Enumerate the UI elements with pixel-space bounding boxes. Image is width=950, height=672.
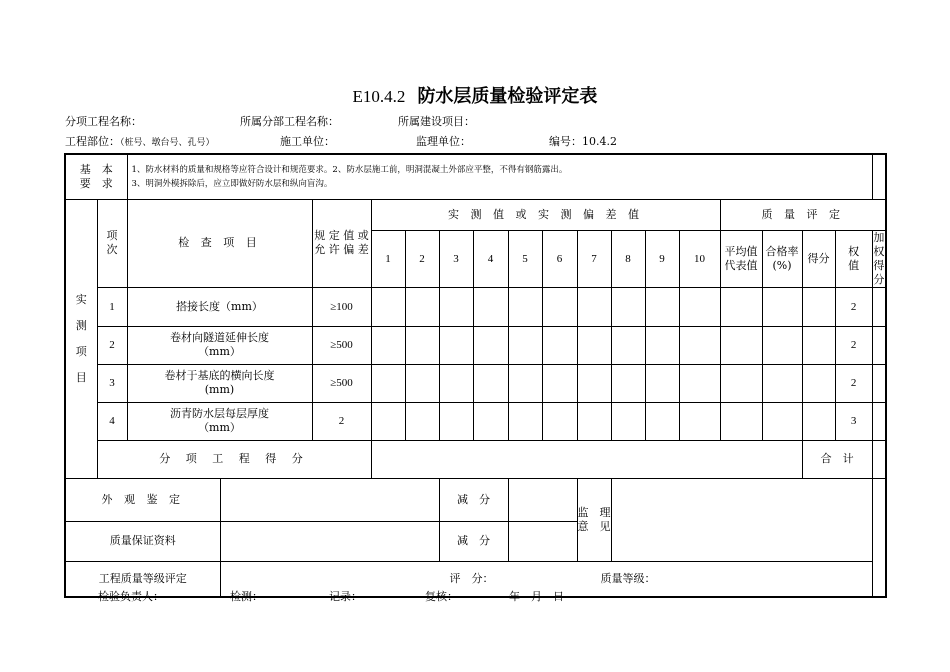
qa-docs-label: 质量保证资料 — [65, 521, 220, 561]
weight-header-line: 值 — [848, 258, 860, 272]
requirements-label-line: 要 求 — [79, 176, 113, 190]
project-name-label: 所属建设项目： — [398, 115, 475, 128]
cell[interactable] — [679, 287, 720, 326]
score-label: 评 分： — [449, 571, 494, 585]
cell[interactable] — [371, 287, 405, 326]
pass-header-line: (%) — [772, 258, 792, 272]
cell[interactable] — [762, 364, 802, 402]
cell[interactable] — [720, 402, 762, 440]
cell[interactable] — [872, 364, 886, 402]
cell[interactable] — [802, 287, 835, 326]
cell[interactable] — [542, 402, 577, 440]
weight-header — [835, 230, 872, 287]
cell[interactable] — [542, 287, 577, 326]
inspector-label: 检验负责人： — [98, 590, 164, 603]
check-item-header: 检 查 项 目 — [127, 199, 312, 287]
cell[interactable] — [577, 364, 611, 402]
measured-values-header: 实 测 值 或 实 测 偏 差 值 — [371, 199, 720, 230]
subtotal-value[interactable] — [371, 440, 802, 478]
requirements-label — [65, 154, 127, 199]
cell[interactable] — [439, 287, 473, 326]
opinion-label-line: 监 理 — [577, 505, 611, 519]
row-spec: 2 — [312, 402, 371, 440]
row-weight: 2 — [835, 287, 872, 326]
form-code: E10.4.2 — [352, 87, 406, 106]
supervisor-opinion-label — [577, 478, 611, 561]
cell[interactable] — [542, 364, 577, 402]
row-seq: 4 — [97, 402, 127, 440]
cell[interactable] — [405, 364, 439, 402]
cell[interactable] — [508, 402, 542, 440]
total-label: 合 计 — [802, 440, 872, 478]
seq-header — [97, 199, 127, 287]
qa-docs-deduct-value[interactable] — [508, 521, 577, 561]
cell[interactable] — [611, 402, 645, 440]
subtotal-label: 分 项 工 程 得 分 — [97, 440, 371, 478]
cell[interactable] — [473, 402, 508, 440]
pass-rate-header — [762, 230, 802, 287]
requirements-row — [65, 154, 886, 199]
location-note: （桩号、墩台号、孔号） — [120, 138, 215, 148]
page-title — [0, 82, 950, 108]
avg-header-line: 平均值 — [724, 244, 758, 258]
cell[interactable] — [645, 364, 679, 402]
cell[interactable] — [577, 402, 611, 440]
row-item — [127, 402, 312, 440]
point-header: 6 — [542, 230, 577, 287]
cell[interactable] — [645, 402, 679, 440]
point-header: 5 — [508, 230, 542, 287]
cell[interactable] — [473, 364, 508, 402]
cell[interactable] — [473, 287, 508, 326]
cell[interactable] — [473, 326, 508, 364]
cell[interactable] — [720, 326, 762, 364]
seq-header-line: 次 — [106, 243, 118, 256]
appearance-label: 外 观 鉴 定 — [65, 478, 220, 521]
cell[interactable] — [439, 326, 473, 364]
sub-item-name-label: 分项工程名称： — [65, 115, 142, 128]
point-header: 1 — [371, 230, 405, 287]
row-spec: ≥100 — [312, 287, 371, 326]
point-header: 4 — [473, 230, 508, 287]
row-seq: 3 — [97, 364, 127, 402]
table-row — [65, 326, 886, 364]
cell[interactable] — [645, 287, 679, 326]
division-name-label: 所属分部工程名称： — [240, 115, 339, 128]
quality-grade-label: 质量等级： — [600, 571, 656, 585]
row-item — [127, 364, 312, 402]
row-spec: ≥500 — [312, 364, 371, 402]
qa-docs-deduct-label: 减 分 — [439, 521, 508, 561]
row-spec: ≥500 — [312, 326, 371, 364]
cell[interactable] — [645, 326, 679, 364]
point-header: 2 — [405, 230, 439, 287]
row-weight: 2 — [835, 326, 872, 364]
point-header: 9 — [645, 230, 679, 287]
location-text: 工程部位： — [65, 135, 120, 148]
row-seq: 2 — [97, 326, 127, 364]
point-header: 8 — [611, 230, 645, 287]
table-row — [65, 364, 886, 402]
table-row — [65, 287, 886, 326]
score-header: 得分 — [802, 230, 835, 287]
row-item-line: 卷材于基底的横向长度 — [164, 369, 275, 382]
cell[interactable] — [802, 402, 835, 440]
reviewer-label: 复核： — [425, 590, 458, 603]
spec-header-line: 允 许 偏 差 — [314, 243, 369, 256]
row-weight: 2 — [835, 364, 872, 402]
cell[interactable] — [577, 326, 611, 364]
qa-docs-value[interactable] — [220, 521, 439, 561]
row-item — [127, 287, 312, 326]
row-item-line: （mm） — [198, 421, 241, 434]
appearance-row — [65, 478, 886, 521]
row-seq: 1 — [97, 287, 127, 326]
avg-value-header — [720, 230, 762, 287]
form-number: 编号：10.4.2 — [549, 135, 617, 148]
subtotal-row — [65, 440, 886, 478]
spec-header — [312, 199, 371, 287]
cell[interactable] — [720, 287, 762, 326]
weighted-score-header — [872, 230, 886, 287]
avg-header-line: 代表值 — [724, 258, 758, 272]
grade-eval-label: 工程质量等级评定 — [65, 561, 220, 597]
row-weight: 3 — [835, 402, 872, 440]
side-label-char: 测 — [75, 318, 87, 332]
cell[interactable] — [371, 364, 405, 402]
cell[interactable] — [405, 326, 439, 364]
point-header: 7 — [577, 230, 611, 287]
cell[interactable] — [720, 364, 762, 402]
cell[interactable] — [611, 364, 645, 402]
table-row — [65, 402, 886, 440]
opinion-label-line: 意 见 — [577, 519, 611, 533]
row-item-line: 沥青防水层每层厚度 — [170, 407, 269, 420]
cell[interactable] — [405, 287, 439, 326]
cell[interactable] — [679, 326, 720, 364]
side-label-char: 实 — [75, 292, 87, 306]
row-item-line: 卷材向隧道延伸长度 — [170, 331, 269, 344]
requirements-line: 1、防水材料的质量和规格等应符合设计和规范要求。2、防水层施工前，明洞混凝土外部应平整，不得有钢筋露出。 — [131, 164, 568, 175]
cell[interactable] — [439, 402, 473, 440]
date-label: 年 月 日 — [509, 590, 564, 603]
cell[interactable] — [371, 402, 405, 440]
row-item-line: 搭接长度（mm） — [176, 299, 263, 313]
quality-eval-header: 质 量 评 定 — [720, 199, 886, 230]
cell[interactable] — [577, 287, 611, 326]
appearance-value[interactable] — [220, 478, 439, 521]
spec-header-line: 规 定 值 或 — [314, 229, 369, 242]
cell[interactable] — [802, 364, 835, 402]
row-item-line: （mm） — [198, 345, 241, 358]
cell[interactable] — [508, 326, 542, 364]
cell[interactable] — [762, 402, 802, 440]
cell[interactable] — [611, 326, 645, 364]
cell[interactable] — [762, 326, 802, 364]
cell[interactable] — [679, 402, 720, 440]
cell[interactable] — [542, 326, 577, 364]
cell[interactable] — [508, 364, 542, 402]
cell[interactable] — [611, 287, 645, 326]
requirements-label-line: 基 本 — [79, 162, 113, 176]
measured-items-side-label — [65, 199, 97, 478]
supervisor-opinion-value[interactable] — [611, 478, 872, 561]
cell[interactable] — [762, 287, 802, 326]
grade-row — [65, 561, 886, 597]
point-header: 10 — [679, 230, 720, 287]
appearance-deduct-value[interactable] — [508, 478, 577, 521]
row-item — [127, 326, 312, 364]
requirements-line: 3、明洞外模拆除后，应立即做好防水层和纵向盲沟。 — [131, 178, 333, 189]
cell[interactable] — [872, 402, 886, 440]
inspection-table — [64, 153, 887, 598]
pass-header-line: 合格率 — [765, 244, 799, 258]
recorder-label: 记录： — [329, 590, 362, 603]
cell[interactable] — [802, 326, 835, 364]
side-label-char: 项 — [75, 344, 87, 358]
cell[interactable] — [439, 364, 473, 402]
requirements-text — [127, 154, 872, 199]
location-label — [65, 133, 215, 149]
cell[interactable] — [872, 287, 886, 326]
total-value[interactable] — [872, 440, 886, 478]
cell[interactable] — [405, 402, 439, 440]
wscore-header-line: 加权 — [873, 230, 885, 258]
contractor-label: 施工单位： — [280, 135, 335, 148]
cell[interactable] — [679, 364, 720, 402]
cell[interactable] — [508, 287, 542, 326]
appearance-deduct-label: 减 分 — [439, 478, 508, 521]
side-label-char: 目 — [75, 370, 87, 384]
cell[interactable] — [371, 326, 405, 364]
seq-header-line: 项 — [106, 229, 118, 242]
cell[interactable] — [872, 326, 886, 364]
supervisor-label: 监理单位： — [416, 135, 471, 148]
tester-label: 检测： — [230, 590, 263, 603]
row-item-line: (mm) — [204, 383, 235, 396]
weight-header-line: 权 — [848, 244, 860, 258]
wscore-header-line: 得分 — [873, 258, 885, 286]
table-header-row — [65, 199, 886, 230]
point-header: 3 — [439, 230, 473, 287]
form-title: 防水层质量检验评定表 — [417, 86, 598, 107]
